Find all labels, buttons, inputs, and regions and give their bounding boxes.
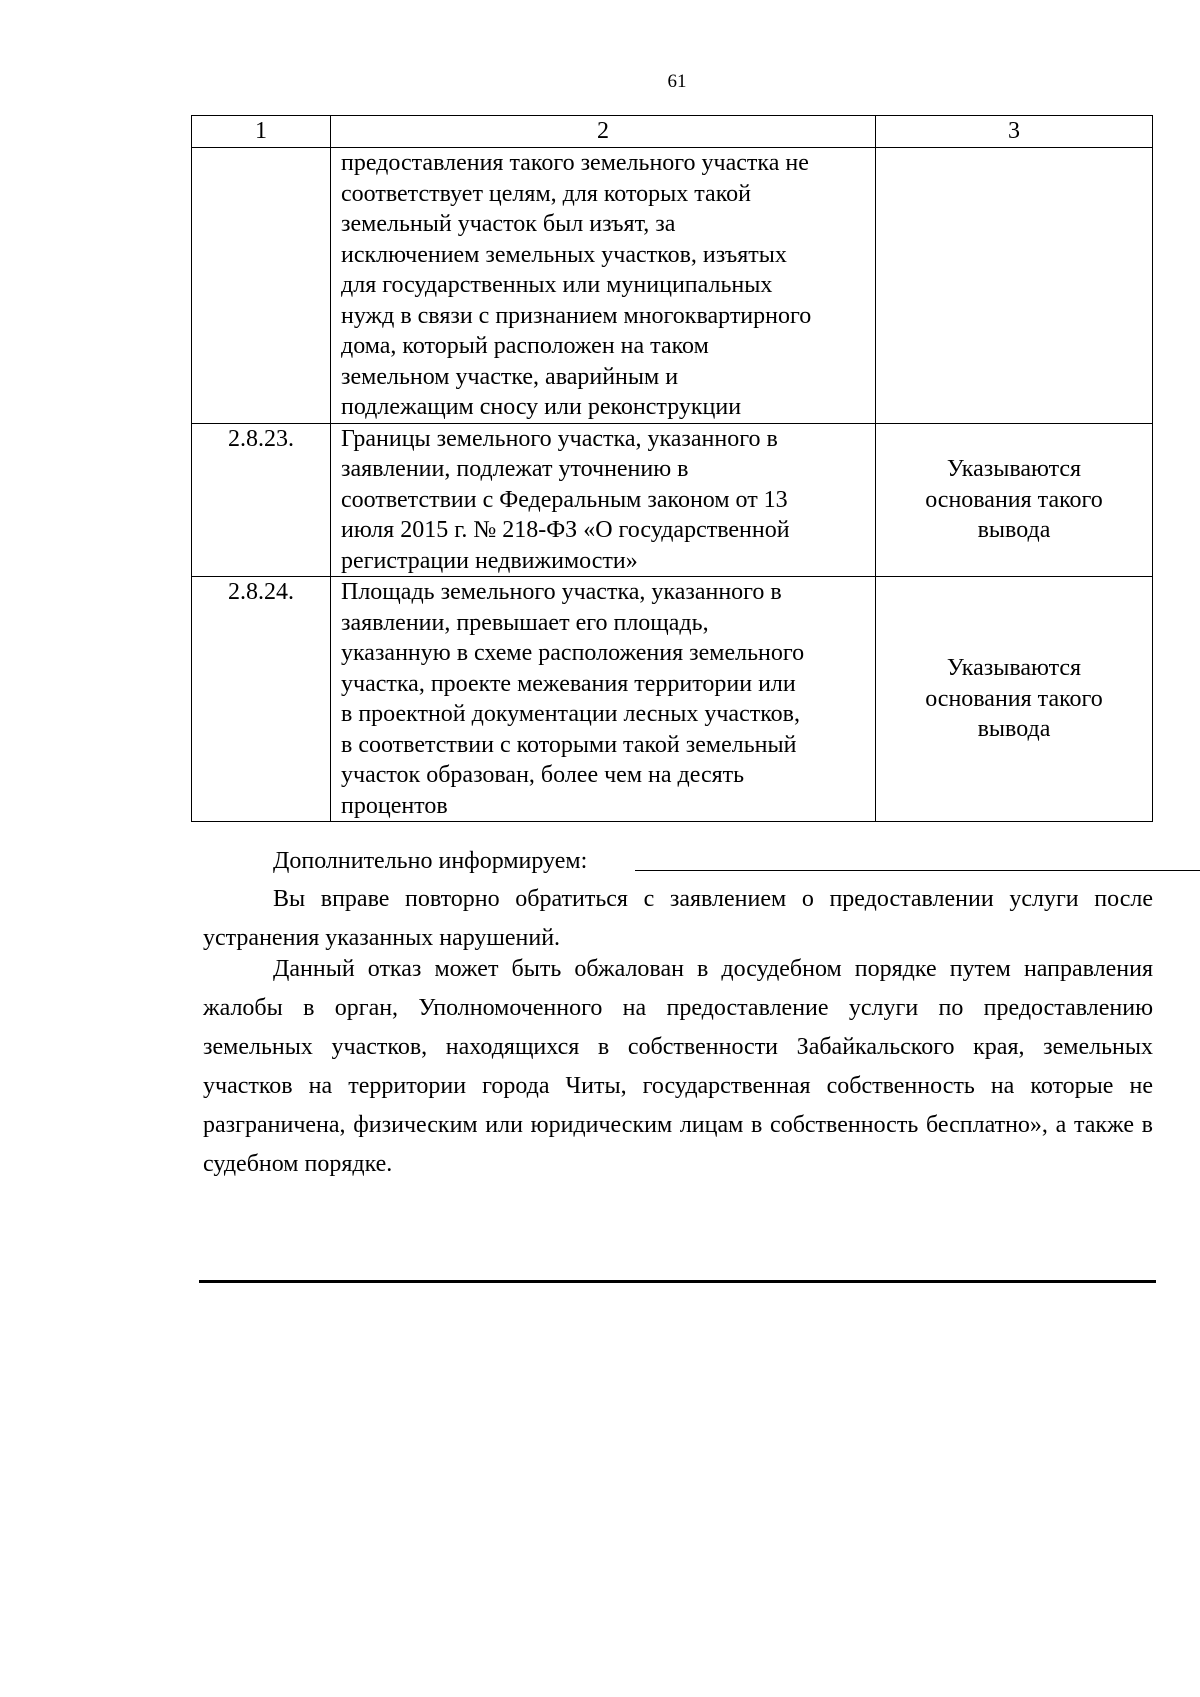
description-line: регистрации недвижимости» bbox=[341, 547, 638, 574]
description-line: заявлении, превышает его площадь, bbox=[341, 609, 709, 636]
table-row bbox=[192, 577, 1153, 822]
row-number: 2.8.23. bbox=[192, 423, 331, 577]
note-line: вывода bbox=[977, 716, 1051, 743]
row-note bbox=[876, 148, 1153, 424]
row-number bbox=[192, 148, 331, 424]
note-line: Указываются bbox=[946, 456, 1082, 482]
signature-separator-line bbox=[199, 1280, 1156, 1283]
description-line: Границы земельного участка, указанного в bbox=[341, 425, 778, 452]
column-header: 3 bbox=[876, 116, 1153, 148]
row-description bbox=[331, 148, 876, 424]
note-line: Указываются bbox=[946, 655, 1082, 682]
description-line: в соответствии с которыми такой земельный bbox=[341, 731, 797, 758]
grounds-table bbox=[191, 115, 1153, 822]
note-line: основания такого bbox=[925, 486, 1103, 513]
note-line: вывода bbox=[977, 517, 1051, 543]
paragraph-appeal: Данный отказ может быть обжалован в досудебном порядке путем направления жалобы в орган, Уполномоченного на предоставление услуги по предоставлению земельных участков, находящихся в собственности Забайкальского края, земельных участков на территории города Читы, государственная собственность на которые не разграничена, физическим или юридическим лицам в собственность бесплатно», а также в судебном порядке. bbox=[203, 956, 1153, 1177]
additional-info-label: Дополнительно информируем: bbox=[273, 848, 588, 874]
table-header-row bbox=[192, 116, 1153, 148]
column-header: 2 bbox=[331, 116, 876, 148]
description-line: соответствует целям, для которых такой bbox=[341, 180, 751, 207]
description-line: дома, который расположен на таком bbox=[341, 333, 709, 359]
description-line: участка, проекте межевания территории или bbox=[341, 670, 796, 697]
description-line: нужд в связи с признанием многоквартирного bbox=[341, 302, 812, 329]
description-line: указанную в схеме расположения земельного bbox=[341, 640, 805, 666]
description-line: июля 2015 г. № 218-ФЗ «О государственной bbox=[341, 517, 790, 543]
description-line: процентов bbox=[341, 792, 448, 819]
description-line: земельный участок был изъят, за bbox=[341, 211, 676, 237]
row-note bbox=[876, 577, 1153, 822]
description-line: предоставления такого земельного участка не bbox=[341, 150, 809, 176]
description-line: соответствии с Федеральным законом от 13 bbox=[341, 486, 788, 513]
description-line: в проектной документации лесных участков, bbox=[341, 701, 800, 727]
column-header: 1 bbox=[192, 116, 331, 148]
row-number: 2.8.24. bbox=[192, 577, 331, 822]
paragraph-reapply: Вы вправе повторно обратиться с заявлением о предоставлении услуги после устранения указанных нарушений. bbox=[203, 886, 1153, 951]
description-line: заявлении, подлежат уточнению в bbox=[341, 456, 689, 482]
page-number: 61 bbox=[667, 71, 687, 92]
row-description bbox=[331, 577, 876, 822]
row-description bbox=[331, 423, 876, 577]
table-row bbox=[192, 423, 1153, 577]
description-line: подлежащим сносу или реконструкции bbox=[341, 394, 742, 420]
description-line: Площадь земельного участка, указанного в bbox=[341, 579, 782, 605]
table-row bbox=[192, 148, 1153, 424]
row-note bbox=[876, 423, 1153, 577]
additional-info-blank-line bbox=[635, 870, 1200, 871]
description-line: участок образован, более чем на десять bbox=[341, 762, 745, 788]
description-line: земельном участке, аварийным и bbox=[341, 363, 679, 390]
note-line: основания такого bbox=[925, 685, 1103, 712]
description-line: для государственных или муниципальных bbox=[341, 272, 773, 298]
description-line: исключением земельных участков, изъятых bbox=[341, 241, 787, 268]
